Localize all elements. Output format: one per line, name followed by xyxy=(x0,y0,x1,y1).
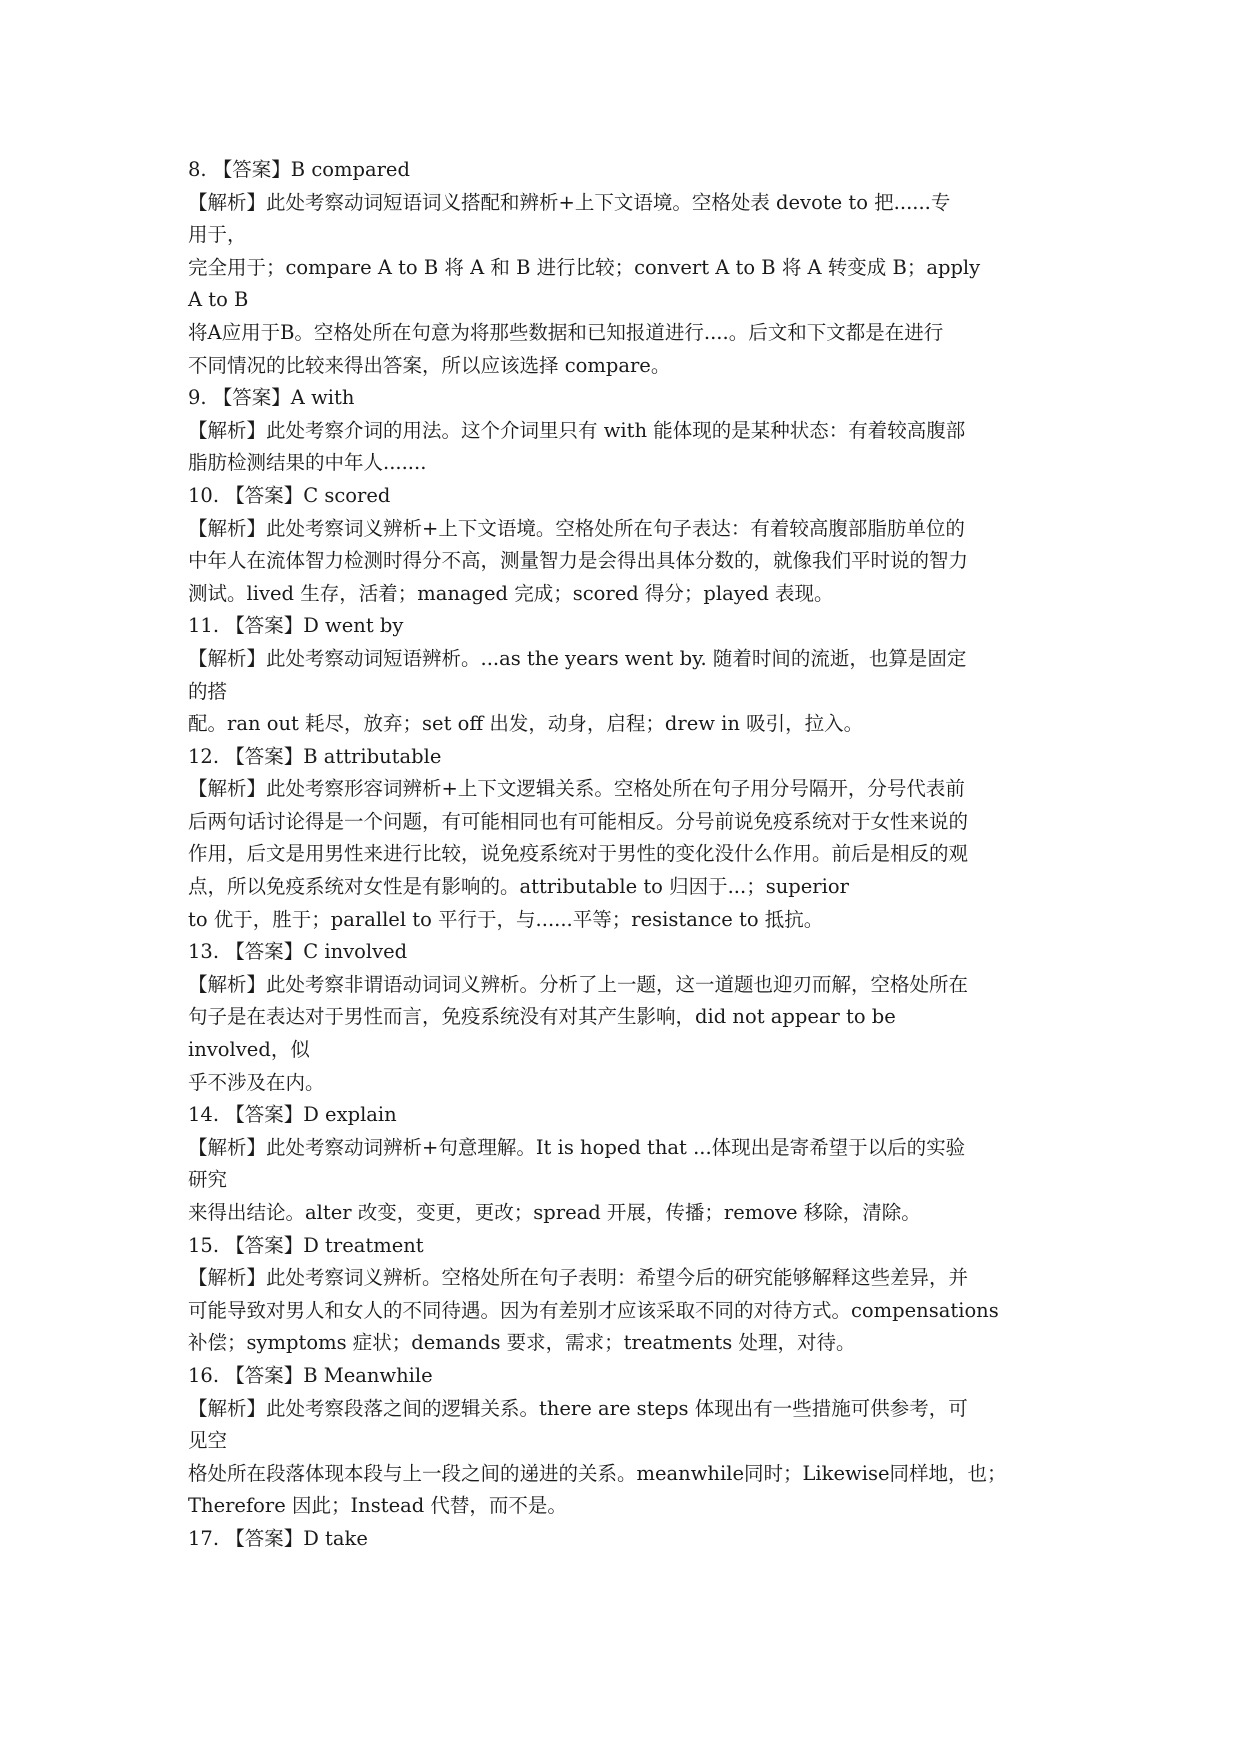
text-line: 13. 【答案】C involved xyxy=(188,940,408,964)
text-line: 8. 【答案】B compared xyxy=(188,158,410,181)
text-line: to 优于，胜于；parallel to 平行于，与......平等；resistance to 抵抗。 xyxy=(188,907,824,931)
answer-explanations-text xyxy=(188,154,1068,1556)
text-line: A to B xyxy=(188,288,249,312)
text-line: 后两句话讨论得是一个问题，有可能相同也有可能相反。分号前说免疫系统对于女性来说的 xyxy=(188,809,969,833)
text-line: 【解析】此处考察词义辨析+上下文语境。空格处所在句子表达：有着较高腹部脂肪单位的 xyxy=(188,516,965,540)
text-line: 的搭 xyxy=(188,679,228,703)
text-line: 将A应用于B。空格处所在句意为将那些数据和已知报道进行....。后文和下文都是在进行 xyxy=(188,320,944,344)
text-line: involved，似 xyxy=(188,1038,310,1062)
text-line: 【解析】此处考察段落之间的逻辑关系。there are steps 体现出有一些措施可供参考，可 xyxy=(188,1396,968,1420)
text-line: 用于， xyxy=(188,223,247,247)
text-line: 【解析】此处考察动词短语辨析。...as the years went by. 随着时间的流逝，也算是固定 xyxy=(188,646,967,670)
text-line: 中年人在流体智力检测时得分不高，测量智力是会得出具体分数的，就像我们平时说的智力 xyxy=(188,549,969,573)
text-line: 来得出结论。alter 改变，变更，更改；spread 开展，传播；remove 移除，清除。 xyxy=(188,1201,921,1224)
text-line: 格处所在段落体现本段与上一段之间的递进的关系。meanwhile同时；Likewise同样地，也； xyxy=(188,1461,1007,1485)
text-line: 作用，后文是用男性来进行比较，说免疫系统对于男性的变化没什么作用。前后是相反的观 xyxy=(188,842,969,866)
text-line: 14. 【答案】D explain xyxy=(188,1103,397,1127)
text-line: 可能导致对男人和女人的不同待遇。因为有差别才应该采取不同的对待方式。compensations xyxy=(188,1298,999,1322)
text-line: 【解析】此处考察词义辨析。空格处所在句子表明：希望今后的研究能够解释这些差异，并 xyxy=(188,1266,969,1290)
text-line: 17. 【答案】D take xyxy=(188,1526,368,1550)
text-line: 16. 【答案】B Meanwhile xyxy=(188,1363,433,1387)
text-line: 补偿；symptoms 症状；demands 要求，需求；treatments 处理，对待。 xyxy=(188,1331,856,1355)
text-line: 见空 xyxy=(188,1429,228,1453)
text-line: 10. 【答案】C scored xyxy=(188,483,391,507)
text-line: 【解析】此处考察形容词辨析+上下文逻辑关系。空格处所在句子用分号隔开，分号代表前 xyxy=(188,777,965,801)
text-line: 测试。lived 生存，活着；managed 完成；scored 得分；played 表现。 xyxy=(188,581,834,605)
text-line: 【解析】此处考察介词的用法。这个介词里只有 with 能体现的是某种状态：有着较高腹部 xyxy=(188,418,966,442)
text-line: 15. 【答案】D treatment xyxy=(188,1233,424,1257)
text-line: 【解析】此处考察动词辨析+句意理解。It is hoped that ...体现出是寄希望于以后的实验 xyxy=(188,1135,966,1159)
text-line: 11. 【答案】D went by xyxy=(188,614,404,638)
text-line: 【解析】此处考察动词短语词义搭配和辨析+上下文语境。空格处表 devote to 把......专 xyxy=(188,190,951,214)
text-line: 点，所以免疫系统对女性是有影响的。attributable to 归因于...；superior xyxy=(188,875,849,899)
text-line: 12. 【答案】B attributable xyxy=(188,744,442,768)
text-line: 配。ran out 耗尽，放弃；set off 出发，动身，启程；drew in 吸引，拉入。 xyxy=(188,712,864,736)
text-line: 【解析】此处考察非谓语动词词义辨析。分析了上一题，这一道题也迎刃而解，空格处所在 xyxy=(188,972,969,996)
text-line: 脂肪检测结果的中年人....... xyxy=(188,451,427,475)
text-line: 不同情况的比较来得出答案，所以应该选择 compare。 xyxy=(188,353,671,377)
text-line: 9. 【答案】A with xyxy=(188,386,355,410)
text-line: 完全用于；compare A to B 将 A 和 B 进行比较；convert A to B 将 A 转变成 B；apply xyxy=(188,255,981,279)
text-line: 乎不涉及在内。 xyxy=(188,1070,325,1094)
text-line: 研究 xyxy=(188,1168,228,1192)
text-line: 句子是在表达对于男性而言，免疫系统没有对其产生影响，did not appear to be xyxy=(188,1005,896,1029)
text-line: Therefore 因此；Instead 代替，而不是。 xyxy=(188,1494,567,1518)
